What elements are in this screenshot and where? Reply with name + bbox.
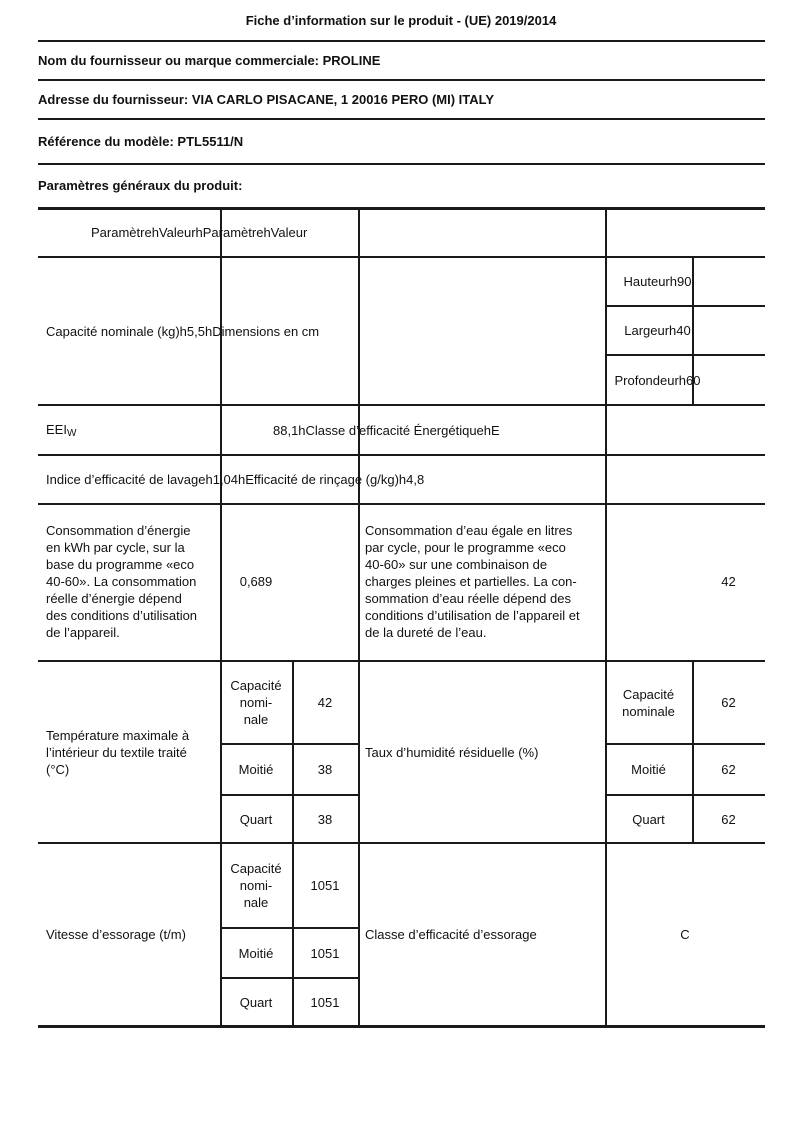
spin-class-label: Classe d’efficacité d’essorage — [365, 927, 537, 942]
spin-speed-row-value: 1051 — [310, 945, 340, 961]
spin-speed-row-value: 1051 — [310, 994, 340, 1010]
water-description: Consommation d’eau égale en litres par cycle, pour le programme «eco 40-60» sur une combinaison de charges pleines et partielles. La con- sommation d’eau réelle dépend des conditions d’utilisation de l’appareil et de la dureté de l’eau. — [365, 523, 580, 640]
water-value: 42 — [721, 574, 736, 589]
energy-value: 0,689 — [239, 574, 273, 589]
dimension-depth-cell: Profondeurh60 — [614, 372, 701, 388]
humidity-row-value: 62 — [721, 695, 736, 710]
spin-speed-label: Vitesse d’essorage (t/m) — [46, 927, 186, 942]
table-gridline — [358, 207, 360, 1027]
temperature-row-label: Capacité nomi- nale — [230, 678, 282, 727]
eei-label-subscript: W — [66, 428, 77, 439]
humidity-row-label: Quart — [632, 811, 665, 827]
eei-label-base: EEI — [46, 421, 67, 437]
humidity-row-value: 62 — [721, 762, 736, 777]
temperature-row-value: 38 — [317, 811, 333, 827]
humidity-label: Taux d’humidité résiduelle (%) — [365, 744, 539, 760]
separator-line — [38, 79, 765, 81]
separator-line — [38, 163, 765, 165]
table-bottom-border — [38, 1025, 765, 1028]
humidity-row-value: 62 — [721, 811, 736, 827]
temperature-row-value: 42 — [317, 695, 333, 710]
wash-rinse-text: Indice d’efficacité de lavageh1,04hEfficacité de rinçage (g/kg)h4,8 — [46, 472, 425, 487]
capacity-dimensions-text: Capacité nominale (kg)h5,5hDimensions en cm — [46, 323, 320, 339]
dimension-width-cell: Largeurh40 — [624, 323, 691, 338]
temperature-row-label: Moitié — [238, 762, 274, 777]
separator-line — [38, 118, 765, 120]
dimension-height-cell: Hauteurh90 — [623, 274, 692, 289]
spin-speed-row-label: Quart — [239, 994, 273, 1010]
spin-speed-row-label: Capacité nomi- nale — [230, 861, 282, 910]
general-params-heading: Paramètres généraux du produit: — [38, 178, 243, 193]
supplier-line: Nom du fournisseur ou marque commerciale: PROLINE — [38, 52, 381, 68]
eei-value-text: 88,1hClasse d’efficacité ÉnergétiquehE — [273, 422, 500, 438]
spin-speed-row-label: Moitié — [238, 945, 274, 961]
address-line: Adresse du fournisseur: VIA CARLO PISACANE, 1 20016 PERO (MI) ITALY — [38, 91, 495, 107]
spin-speed-row-value: 1051 — [310, 878, 340, 893]
page-title: Fiche d’information sur le produit - (UE) 2019/2014 — [245, 12, 557, 28]
separator-line — [38, 40, 765, 42]
table-header-text: ParamètrehValeurhParamètrehValeur — [91, 225, 308, 240]
humidity-row-label: Moitié — [631, 762, 666, 777]
model-line: Référence du modèle: PTL5511/N — [38, 133, 244, 149]
energy-description: Consommation d’énergie en kWh par cycle, sur la base du programme «eco 40-60». La consommation réelle d’énergie dépend des conditions d’utilisation de l’appareil. — [46, 523, 198, 640]
humidity-row-label: Capacité nominale — [622, 686, 675, 719]
temperature-row-value: 38 — [317, 762, 333, 777]
temperature-row-label: Quart — [239, 811, 273, 827]
temperature-label: Température maximale à l’intérieur du textile traité (°C) — [46, 727, 190, 777]
spin-class-value: C — [680, 927, 690, 942]
eei-label — [46, 406, 76, 454]
